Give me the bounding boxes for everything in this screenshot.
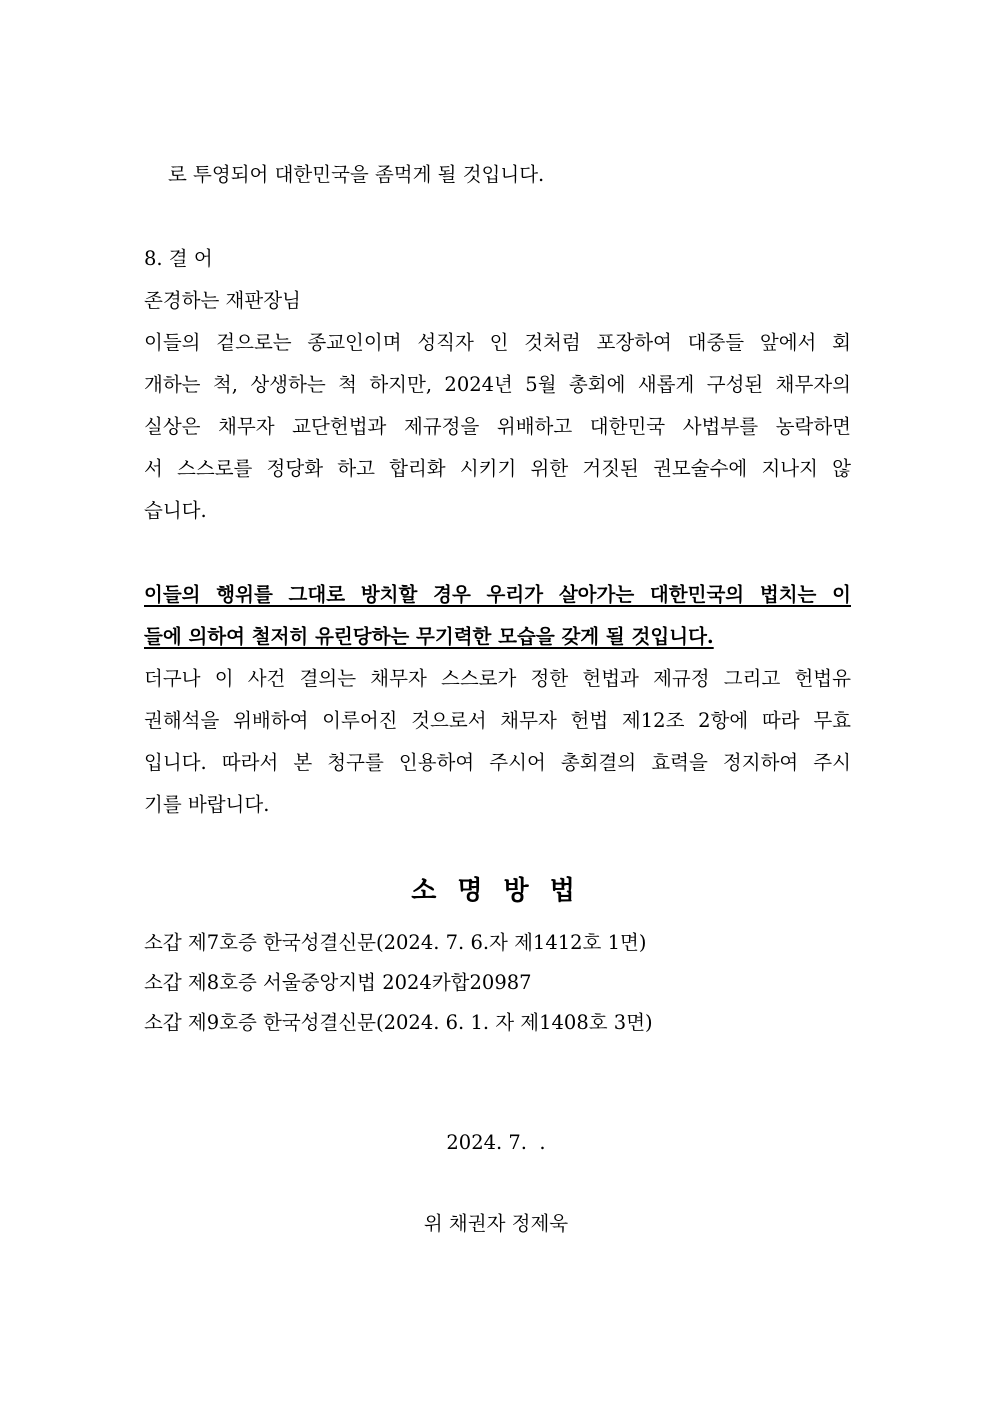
signature: 위 채권자 정제욱 — [423, 1212, 569, 1235]
paragraph-line: 개하는 척, 상생하는 척 하지만, 2024년 5월 총회에 새롭게 구성된 채무자의 — [144, 373, 851, 396]
document-date: 2024. 7. . — [446, 1131, 546, 1154]
paragraph-line: 기를 바랍니다. — [144, 793, 270, 816]
emphasis-line: 들에 의하여 철저히 유린당하는 무기력한 모습을 갖게 될 것입니다. — [144, 625, 714, 648]
paragraph-line: 이들의 겉으로는 종교인이며 성직자 인 것처럼 포장하여 대중들 앞에서 회 — [144, 331, 851, 354]
paragraph-line: 습니다. — [144, 499, 207, 522]
continued-line: 로 투영되어 대한민국을 좀먹게 될 것입니다. — [168, 163, 545, 186]
evidence-item: 소갑 제7호증 한국성결신문(2024. 7. 6.자 제1412호 1면) — [144, 931, 647, 954]
evidence-item: 소갑 제8호증 서울중앙지법 2024카합20987 — [144, 971, 532, 994]
paragraph-line: 권해석을 위배하여 이루어진 것으로서 채무자 헌법 제12조 2항에 따라 무효 — [144, 709, 851, 732]
paragraph-line: 입니다. 따라서 본 청구를 인용하여 주시어 총회결의 효력을 정지하여 주시 — [144, 751, 851, 774]
salutation: 존경하는 재판장님 — [144, 289, 301, 312]
paragraph-line: 더구나 이 사건 결의는 채무자 스스로가 정한 헌법과 제규정 그리고 헌법유 — [144, 667, 851, 690]
paragraph-line: 서 스스로를 정당화 하고 합리화 시키기 위한 거짓된 권모술수에 지나지 않 — [144, 457, 851, 480]
emphasis-line: 이들의 행위를 그대로 방치할 경우 우리가 살아가는 대한민국의 법치는 이 — [144, 583, 851, 606]
evidence-item: 소갑 제9호증 한국성결신문(2024. 6. 1. 자 제1408호 3면) — [144, 1011, 653, 1034]
paragraph-line: 실상은 채무자 교단헌법과 제규정을 위배하고 대한민국 사법부를 농락하면 — [144, 415, 851, 438]
section-heading: 8. 결 어 — [144, 247, 213, 270]
evidence-title: 소 명 방 법 — [411, 876, 581, 906]
